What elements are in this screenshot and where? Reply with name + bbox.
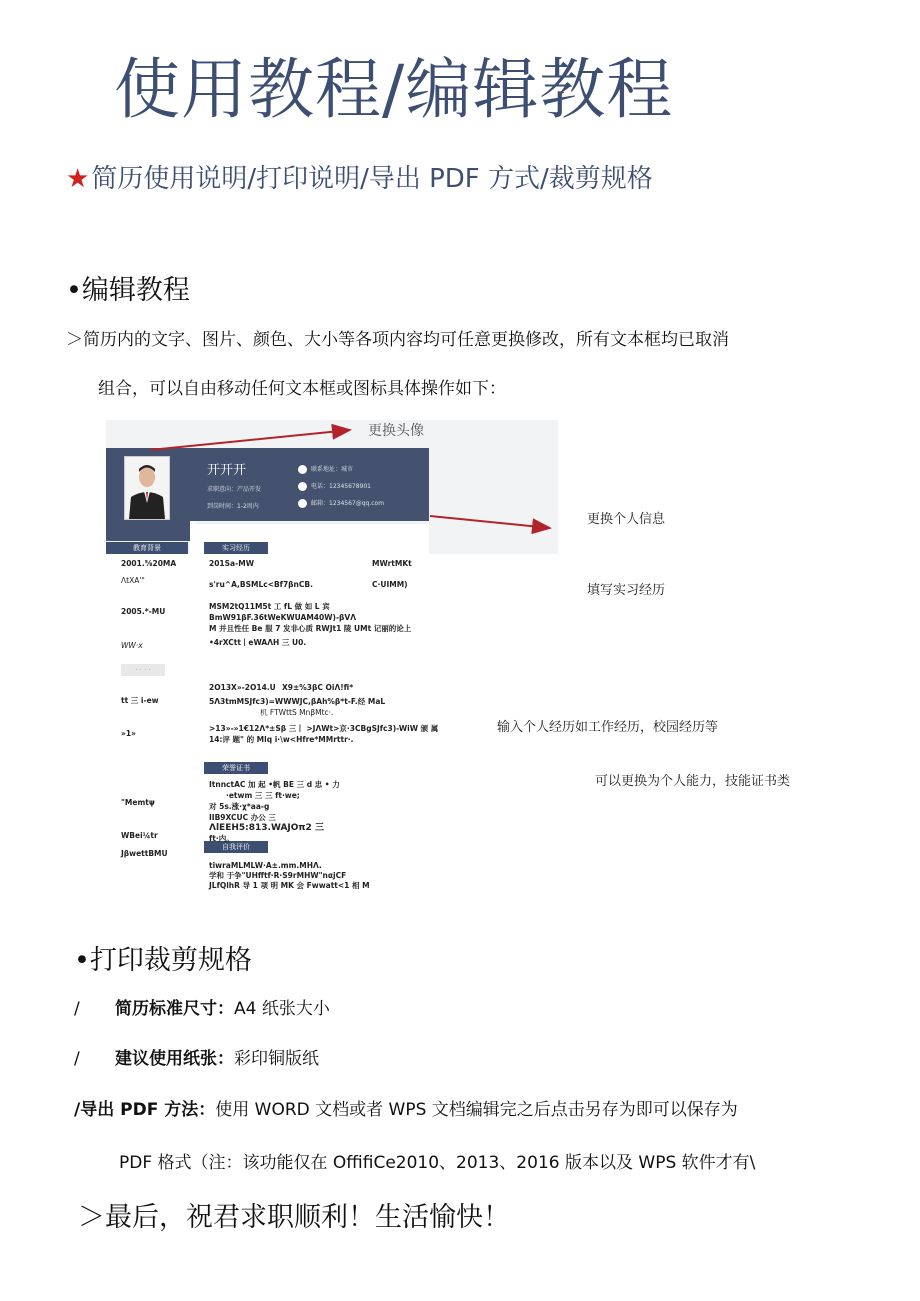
star-icon: ★ <box>66 164 90 194</box>
left-item: ΛtXA'" <box>121 576 145 585</box>
spec-paper-value: 彩印铜版纸 <box>234 1049 319 1069</box>
right-line: BmW91βF.36tWeKWUAM40W)-βVΛ <box>209 613 357 622</box>
left-item: tt 三 i-ew <box>121 696 159 705</box>
left-item: JβwettBMU <box>121 849 168 858</box>
closing-line: ＞最后，祝君求职顺利！生活愉快！ <box>78 1202 510 1233</box>
resume-arrival: 到岗时间：1-2周内 <box>207 503 259 510</box>
annotation-internship: 填写实习经历 <box>587 583 666 598</box>
change-avatar-label: 更换头像 <box>368 423 424 439</box>
spec-pdf <box>74 1098 738 1122</box>
right-line: IIB9XCUC 办公 三 <box>209 813 276 822</box>
right-line: 14:评 题" 的 Mlq i·\w<Hfre*MMrttr·. <box>209 735 354 744</box>
right-line: 机 FTWttS MnβMtc·. <box>260 708 334 717</box>
right-line: >13»-»1€12Λ*±Sβ 三丨 >JΛWt>京·3CBgSJfc3)-WiW 颁 属 <box>209 724 439 733</box>
resume-email: 邮箱：1234567@qq.com <box>311 500 385 507</box>
spec-size <box>115 997 330 1021</box>
right-line: 学和 于争"UHfftf·R·S9rMHW"nαjCF <box>209 871 347 880</box>
right-line: ItnnctAC 加 起 •帆 BE 三 d 忠 • 力 <box>209 780 340 789</box>
right-line: MWrtMKt <box>372 559 412 568</box>
right-line: X9±%3βC OiΛ!fi* <box>282 683 354 692</box>
right-line: s'ru^A,BSMLc<Bf7βnCB. <box>209 580 313 589</box>
print-heading: •打印裁剪规格 <box>74 945 252 976</box>
spec-pdf-value: 使用 WORD 文档或者 WPS 文档编辑完之后点击另存为即可以保存为 <box>215 1100 738 1120</box>
edit-line-2: 组合，可以自由移动任何文本框或图标具体操作如下： <box>98 379 506 399</box>
left-item: 2001.⅝20MA <box>121 559 177 568</box>
internship-bar: 实习经历 <box>204 542 268 554</box>
self-eval-bar: 自我评价 <box>204 841 268 853</box>
right-line: 2O13X»-2O14.U <box>209 683 276 692</box>
left-item: 2005.*-MU <box>121 607 166 616</box>
spec-paper-label: 建议使用纸张： <box>115 1049 234 1069</box>
spec-size-label: 简历标准尺寸： <box>115 999 234 1019</box>
subtitle-text: 简历使用说明/打印说明/导出 PDF 方式/裁剪规格 <box>91 164 653 194</box>
annotation-experience: 输入个人经历如工作经历，校园经历等 <box>497 720 719 735</box>
annotation-info: 更换个人信息 <box>587 512 666 527</box>
page-title: 使用教程/编辑教程 <box>114 51 674 128</box>
right-line: C·UIMM) <box>372 580 408 589</box>
spec-paper-prefix: / <box>74 1049 80 1069</box>
honor-bar: 荣誉证书 <box>204 762 268 774</box>
arrow-to-info <box>430 516 550 528</box>
resume-phone: 电话：12345678901 <box>311 483 371 490</box>
left-item: "Memtψ <box>121 798 155 807</box>
resume-name: 开开开 <box>207 463 247 478</box>
left-item: WW·x <box>121 641 143 650</box>
right-line: ft·内。 <box>209 834 234 843</box>
right-line: ΛlEEH5:813.WAJOπ2 三 <box>209 823 324 833</box>
edit-heading: •编辑教程 <box>66 275 190 306</box>
spec-pdf-label: /导出 PDF 方法： <box>74 1100 216 1120</box>
spec-size-prefix: / <box>74 999 80 1019</box>
arrow-graphics <box>150 420 570 540</box>
right-line: JLfQlhR 导 1 项 明 MK 会 Fwwatt<1 相 M <box>209 881 370 890</box>
left-item: »1» <box>121 729 136 738</box>
education-bar: 教育背景 <box>106 542 188 554</box>
edit-line-1: ＞简历内的文字、图片、颜色、大小等各项内容均可任意更换修改，所有文本框均已取消 <box>66 330 729 350</box>
annotation-skills: 可以更换为个人能力，技能证书类 <box>595 774 791 789</box>
right-line: 5Λ3tmMSJfc3)=WWWJC,βAh%β*t-F.经 MaL <box>209 697 386 706</box>
resume-intent: 求职意向：产品开发 <box>207 486 262 493</box>
right-line: tiwraMLMLW·A±.mm.MHΛ. <box>209 861 322 870</box>
right-line: •4rXCtt丨eWAΛH 三 U0. <box>209 638 307 647</box>
left-item: WBei¼tr <box>121 831 158 840</box>
resume-address: 联系地址：城市 <box>311 466 354 473</box>
placeholder-bar: · · · · <box>121 664 165 676</box>
right-line: 201Sa-MW <box>209 559 254 568</box>
spec-paper <box>115 1047 319 1071</box>
right-line: ·etwm 三 三 ft·we; <box>226 791 300 800</box>
right-line: M 并且性任 Be 服 7 发非心质 RWJt1 陵 UMt 记丽的论上 <box>209 624 412 633</box>
right-line: 对 5s.涨·χ*aa-g <box>209 802 270 811</box>
page-subtitle <box>66 162 653 196</box>
arrow-to-avatar-label <box>150 430 350 450</box>
right-line: MSM2tQ11M5t 工 fL 做 如 L 宾 <box>209 602 330 611</box>
spec-size-value: A4 纸张大小 <box>234 999 330 1019</box>
spec-pdf-line2: PDF 格式（注：该功能仅在 OffifiCe2010、2013、2016 版本以及 WPS 软件才有\ <box>119 1153 756 1173</box>
